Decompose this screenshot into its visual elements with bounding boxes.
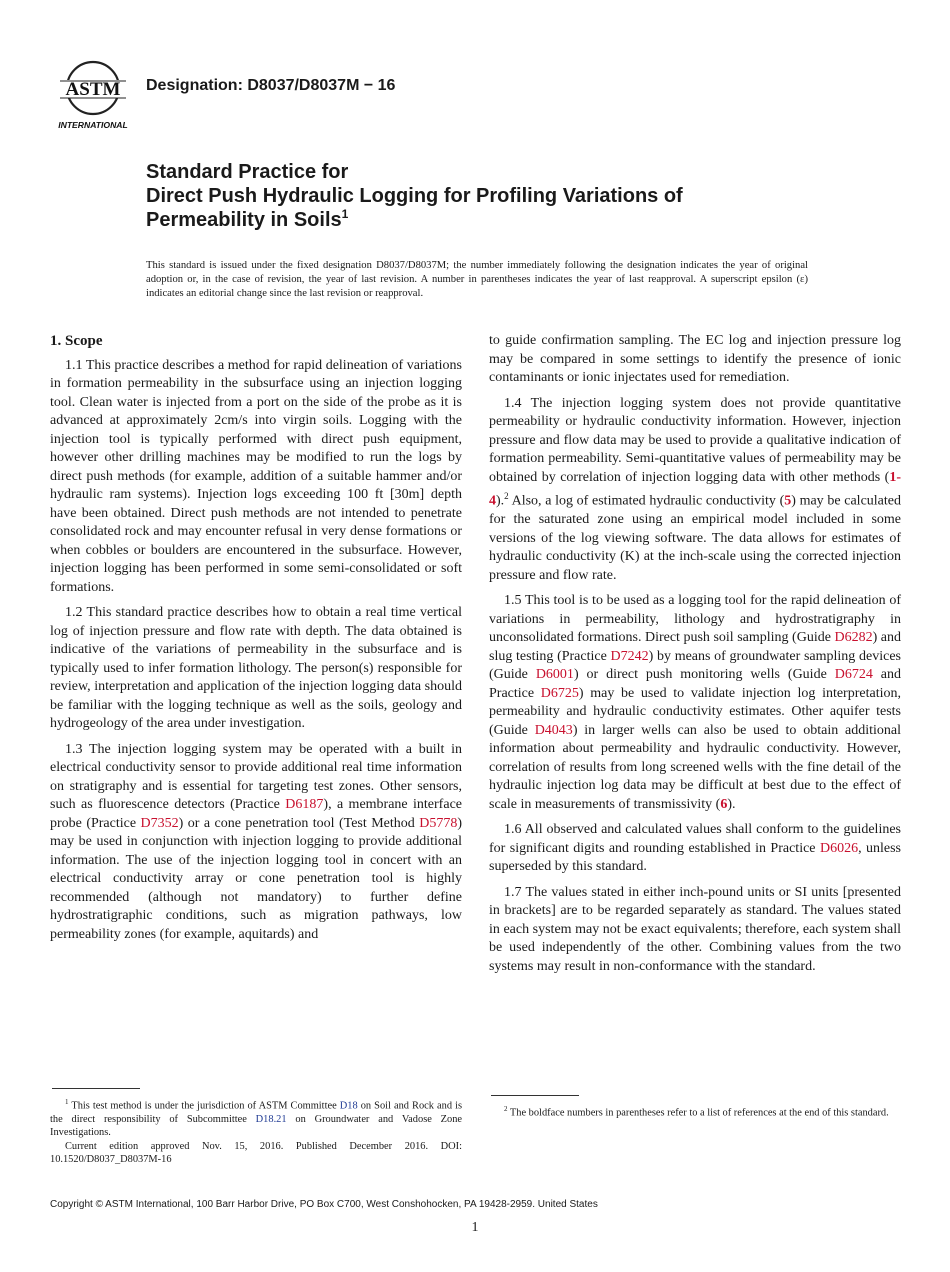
title-line-2: Direct Push Hydraulic Logging for Profiling Variations of <box>146 185 683 207</box>
svg-text:ASTM: ASTM <box>65 79 121 100</box>
designation: Designation: D8037/D8037M − 16 <box>146 77 396 94</box>
link-d7242[interactable]: D7242 <box>610 648 649 664</box>
right-column <box>489 332 901 983</box>
paragraph-1-3-continued: to guide confirmation sampling. The EC log and injection pressure log may be compared in some settings to identify the presence of ionic contaminants or ionic injectates used for remediation. <box>489 333 901 385</box>
issuance-notice: This standard is issued under the fixed designation D8037/D8037M; the number immediately following the designation indicates the year of original adoption or, in the case of revision, the year of last revision. A number in parentheses indicates the year of last reapproval. A superscript epsilon (ε) indicates an editorial change since the last revision or reapproval. <box>146 260 808 299</box>
footnote-mark-2[interactable]: 2 <box>504 491 509 501</box>
footnote-rule-right <box>491 1095 579 1096</box>
page-number: 1 <box>471 1220 479 1235</box>
paragraph-1-4: 1.4 The injection logging system does not provide quantitative permeability or hydraulic conductivity information. However, injection pressure and flow data may be used to provide a qualitative indication of formation permeability. Semi-quantitative values of permeability may be obtained by correlation of injection logging data with other methods (1-4).$^2$ Also, a log of estimated hydraulic conductivity (5) may be calculated for the saturated zone using an empirical model included in some versions of the log viewing software. The data allows for estimates of hydraulic conductivity (K) at the inch-scale using the corrected injection pressure and flow rate. <box>489 395 901 583</box>
title-line-1: Standard Practice for <box>146 161 349 183</box>
document-title <box>146 160 846 232</box>
link-d6187[interactable]: D6187 <box>285 797 324 812</box>
title-line-3: Permeability in Soils <box>146 209 342 231</box>
link-d6725[interactable]: D6725 <box>540 685 579 701</box>
svg-text:INTERNATIONAL: INTERNATIONAL <box>58 120 128 130</box>
link-d6001[interactable]: D6001 <box>535 667 574 683</box>
footnote-1: $^1$ This test method is under the jurisdiction of ASTM Committee D18 on Soil and Rock and is the direct responsibility of Subcommittee D18.21 on Groundwater and Vadose Zone Investigations. Current edition approved Nov. 15, 2016. Published December 2016. DOI: 10.1520/D8037_D8037M-16 <box>50 1098 463 1166</box>
footnote-rule-left <box>52 1088 140 1089</box>
left-column <box>50 332 462 951</box>
link-d6724[interactable]: D6724 <box>834 667 873 683</box>
title-footnote-mark[interactable]: 1 <box>341 207 349 221</box>
link-d18[interactable]: D18 <box>339 1100 358 1112</box>
ref-6[interactable]: 6 <box>720 796 728 812</box>
paragraph-1-7: 1.7 The values stated in either inch-pound units or SI units [presented in brackets] are to be regarded separately as standard. The values stated in each system may not be exact equivalents; therefore, each system shall be used independently of the other. Combining values from the two systems may result in non-conformance with the standard. <box>489 884 901 974</box>
link-d6026[interactable]: D6026 <box>819 840 859 856</box>
astm-logo <box>52 60 134 132</box>
paragraph-1-1: 1.1 This practice describes a method for rapid delineation of variations in formation permeability in the subsurface using an injection logging tool. Clean water is injected from a port on the side of the probe as it is advanced at approximately 2cm/s into virgin soils. Logging with the injection tool is typically performed with direct push equipment, however other drilling machines may be modified to run the logs by direct push methods (for example, addition of a suitable hammer and/or hydraulic ram systems). Injection logs exceeding 100 ft [30m] depth have been obtained. Direct push methods are not intended to penetrate consolidated rock and may encounter refusal in very dense formations or when cobbles or boulders are encountered in the subsurface. However, injection logging has been performed in some semi-consolidated or soft formations. <box>50 357 462 595</box>
paragraph-1-2: 1.2 This standard practice describes how to obtain a real time vertical log of injection pressure and flow rate with depth. The data obtained is indicative of the variations of permeability in the subsurface and is typically used to infer formation lithology. The person(s) responsible for review, interpretation and application of the injection logging data should be familiar with the logging technique as well as the soils, geology and hydrogeology of the area under investigation. <box>50 605 462 731</box>
link-d18-21[interactable]: D18.21 <box>255 1113 287 1125</box>
link-d6282[interactable]: D6282 <box>834 630 873 646</box>
link-d5778[interactable]: D5778 <box>419 815 458 831</box>
paragraph-1-6: 1.6 All observed and calculated values shall conform to the guidelines for significant digits and rounding established in Practice D6026, unless superseded by this standard. <box>489 822 902 875</box>
link-d4043[interactable]: D4043 <box>534 722 573 738</box>
link-d7352[interactable]: D7352 <box>140 815 179 831</box>
footnote-2: $^2$ The boldface numbers in parentheses refer to a list of references at the end of this standard. <box>504 1105 889 1119</box>
ref-5[interactable]: 5 <box>784 493 792 509</box>
section-heading-scope: 1. Scope <box>50 333 103 349</box>
paragraph-1-3: 1.3 The injection logging system may be operated with a built in electrical conductivity sensor to provide additional real time information on stratigraphy and is essential for targeting test zones. Other sensors, such as fluorescence detectors (Practice D6187), a membrane interface probe (Practice D7352) or a cone penetration tool (Test Method D5778) may be used in conjunction with injection logging to provide additional information. The use of the injection logging tool in concert with an electrical conductivity array or cone penetration tool is highly recommended (although not mandatory) to further define hydrostratigraphic conditions, such as migration pathways, low permeability zones (for example, aquitards) and <box>50 741 462 942</box>
paragraph-1-5: 1.5 This tool is to be used as a logging tool for the rapid delineation of variations in permeability, lithology and hydrostratigraphy in unconsolidated formations. Direct push soil sampling (Guide D6282) and slug testing (Practice D7242) by means of groundwater sampling devices (Guide D6001) or direct push monitoring wells (Guide D6724 and Practice D6725) may be used to validate injection log interpretation, permeability and hydraulic conductivity estimates. Other aquifer tests (Guide D4043) in larger wells can also be used to obtain additional information about permeability and hydraulic conductivity. However, correlation of results from long screened wells with the fine detail of the hydraulic injection log data may be difficult at best due to the effect of scale in measurements of transmissivity (6). <box>489 593 901 812</box>
ref-1-4[interactable]: 1-4 <box>489 469 901 509</box>
copyright-line: Copyright © ASTM International, 100 Barr Harbor Drive, PO Box C700, West Conshohocken, PA 19428-2959. United States <box>50 1199 598 1210</box>
edition-note: Current edition approved Nov. 15, 2016. Published December 2016. DOI: 10.1520/D8037_D8037M-16 <box>50 1140 462 1166</box>
